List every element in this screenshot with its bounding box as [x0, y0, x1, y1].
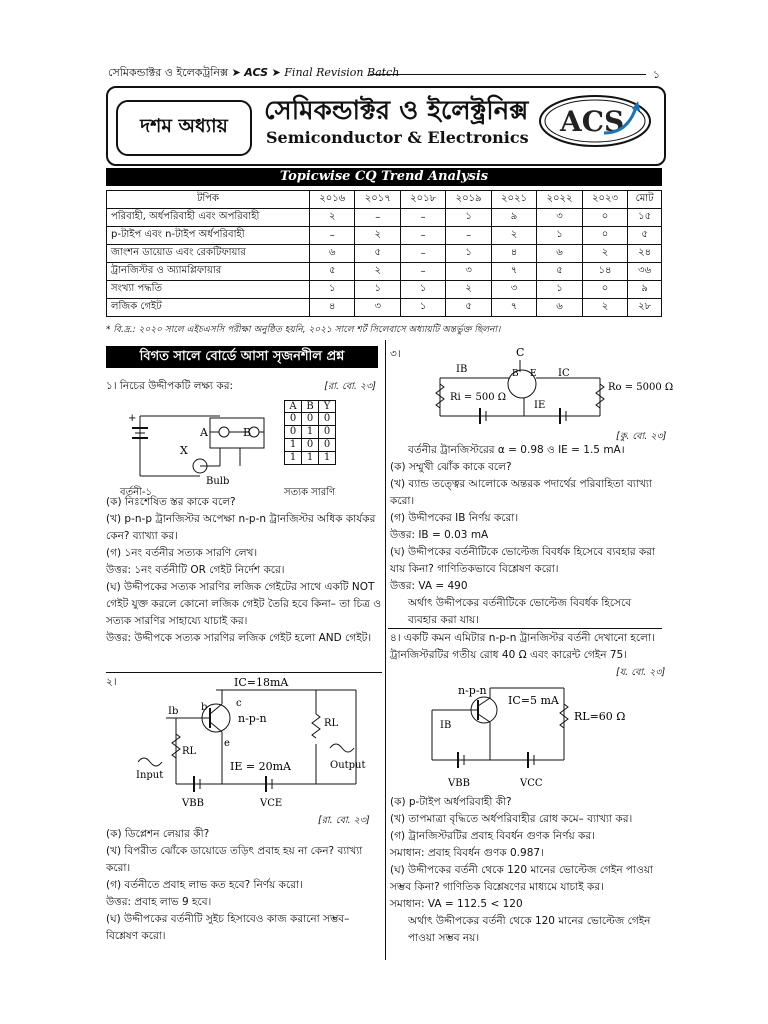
q1-source: [রা. বো. ২৩] [324, 381, 376, 392]
section-heading: বিগত সালে বোর্ডে আসা সৃজনশীল প্রশ্ন [106, 346, 378, 368]
running-header [108, 64, 660, 86]
q3-part-ga: (গ) উদ্দীপকের IB নির্ণয় করো। [390, 512, 519, 524]
trend-header-year: ২০১৭ [355, 191, 400, 209]
truth-header-cell: Y [319, 401, 336, 413]
q2-divider [106, 672, 382, 673]
table-cell: ১ [355, 281, 400, 299]
table-cell: ৬ [537, 299, 582, 317]
table-cell-topic: জাংশন ডায়োড এবং রেকটিফায়ার [107, 245, 310, 263]
trend-header-year: ২০২১ [491, 191, 536, 209]
q2-ie-label: IE = 20mA [230, 760, 291, 773]
truth-cell: 0 [302, 413, 319, 426]
q4-source: [য. বো. ২৩] [616, 667, 666, 678]
q1-answer-gha: উত্তর: উদ্দীপকে সত্যক সারণির লজিক গেইট হলো AND গেইট। [106, 632, 372, 644]
table-cell: ০ [582, 281, 627, 299]
truth-header-cell: A [285, 401, 302, 413]
table-row [107, 245, 662, 263]
truth-cell: 0 [285, 426, 302, 439]
q3-ri-label: Ri = 500 Ω [450, 392, 507, 403]
svg-text:VCE: VCE [260, 798, 283, 809]
trend-header-year: ২০২৩ [582, 191, 627, 209]
q3-answer-gha-detail: অর্থাৎ উদ্দীপকের বর্তনীটিকে ভোল্টেজ বিবর্ধক হিসেবে ব্যবহার করা যায়। [408, 597, 632, 626]
svg-text:Output: Output [330, 760, 366, 771]
q3-ro-label: Ro = 5000 Ω [608, 382, 674, 393]
brand-text: ACS [244, 66, 269, 79]
q1-part-gha: (ঘ) উদ্দীপকের সত্যক সারণির লজিক গেইটের সাথে একটি NOT গেইট যুক্ত করলে কোনো লজিক গেইট তৈরি হবে কিনা– তা চিত্র ও সত্যক সারণির সাহায্যে যাচাই কর। [106, 581, 381, 627]
table-cell: ২ [582, 299, 627, 317]
q1-part-kha: (খ) p-n-p ট্রানজিস্টর অপেক্ষা n-p-n ট্রানজিস্টর অধিক কার্যকর কেন? ব্যাখ্যা কর। [106, 513, 376, 542]
table-cell-topic: লজিক গেইট [107, 299, 310, 317]
truth-row [285, 426, 336, 439]
truth-cell: 1 [285, 452, 302, 465]
q3-number: ৩। [390, 348, 401, 360]
svg-text:B: B [243, 426, 252, 439]
q3-answer-ga: উত্তর: IB = 0.03 mA [390, 529, 489, 541]
q1-parts [106, 494, 382, 647]
q4-npn-label: n-p-n [458, 684, 487, 697]
svg-text:A: A [200, 426, 208, 439]
table-cell: ০ [582, 227, 627, 245]
table-cell: ২৮ [628, 299, 662, 317]
q2-part-gha: (ঘ) উদ্দীপকের বর্তনীটি সুইচ হিসাবেও কাজ করানো সম্ভব– বিশ্লেষণ করো। [106, 913, 350, 942]
svg-text:X: X [180, 444, 188, 457]
svg-text:B: B [512, 369, 519, 379]
q2-part-ga: (গ) বর্তনীতে প্রবাহ লাভ কত হবে? নির্ণয় করো। [106, 879, 303, 891]
acs-logo [538, 93, 652, 149]
table-cell: ০ [582, 209, 627, 227]
table-cell-topic: p-টাইপ এবং n-টাইপ অর্ধপরিবাহী [107, 227, 310, 245]
bulb-label: Bulb [206, 476, 230, 487]
table-row [107, 227, 662, 245]
svg-text:E: E [530, 369, 537, 379]
table-cell: ৫ [446, 299, 491, 317]
q1-part-ga: (গ) ১নং বর্তনীর সত্যক সারণি লেখ। [106, 547, 258, 559]
table-cell: ৬ [310, 245, 355, 263]
trend-header-year: ২০২২ [537, 191, 582, 209]
svg-text:e: e [224, 738, 230, 749]
q2-circuit-figure [126, 674, 382, 816]
trend-header-year: ২০১৬ [310, 191, 355, 209]
chevron-right-icon: ➤ [231, 66, 241, 79]
q2-number: ২। [106, 676, 117, 688]
svg-text:c: c [236, 698, 242, 709]
table-cell: ২ [446, 281, 491, 299]
table-cell: ৯ [628, 281, 662, 299]
q3-parts [390, 442, 662, 629]
table-row [107, 209, 662, 227]
svg-text:IC: IC [558, 368, 570, 379]
q4-answer-ga: সমাধান: প্রবাহ বিবর্ধন গুণক 0.987। [390, 847, 544, 859]
table-cell-topic: ট্রানজিস্টর ও অ্যামপ্লিফায়ার [107, 263, 310, 281]
q2-ic-label: IC=18mA [234, 676, 289, 689]
svg-text:RL: RL [182, 746, 197, 757]
table-cell: ৩ [355, 299, 400, 317]
q3-part-ka: (ক) সম্মুখী ঝোঁক কাকে বলে? [390, 461, 512, 473]
trend-table-title: Topicwise CQ Trend Analysis [106, 168, 662, 186]
trend-header-year: ২০১৮ [400, 191, 445, 209]
q1-answer-ga: উত্তর: ১নং বর্তনীটি OR গেইট নির্দেশ করে। [106, 564, 285, 576]
table-cell: ২ [355, 263, 400, 281]
q4-ic-label: IC=5 mA [508, 694, 559, 707]
q4-part-ga: (গ) ট্রানজিস্টরটির প্রবাহ বিবর্ধন গুণক নির্ণয় কর। [390, 830, 595, 842]
table-cell: ৪ [491, 245, 536, 263]
truth-row [285, 439, 336, 452]
table-cell: – [400, 245, 445, 263]
q2-answer-ga: উত্তর: প্রবাহ লাভ 9 হবে। [106, 896, 212, 908]
q2-parts [106, 826, 382, 945]
table-cell: ১ [537, 227, 582, 245]
logo-text: ACS [560, 105, 625, 138]
svg-text:+: + [128, 413, 137, 424]
svg-text:IE: IE [534, 400, 546, 411]
table-cell: – [355, 209, 400, 227]
q4-answer-gha: সমাধান: VA = 112.5 < 120 [390, 898, 523, 910]
table-cell: ১ [400, 281, 445, 299]
q3-part-kha: (খ) ব্যান্ড তত্ত্বের আলোকে অন্তরক পদার্থের পরিবাহিতা ব্যাখ্যা করো। [390, 478, 652, 507]
svg-text:VBB: VBB [182, 798, 204, 809]
trend-header-year: ২০১৯ [446, 191, 491, 209]
truth-header-cell: B [302, 401, 319, 413]
truth-cell: 1 [319, 452, 336, 465]
truth-row [285, 413, 336, 426]
q4-circuit-figure [428, 680, 648, 792]
table-cell: ২ [310, 209, 355, 227]
q4-number: ৪। [390, 632, 401, 644]
page-number: ১ [652, 68, 660, 81]
chapter-title-bn: সেমিকন্ডাক্টর ও ইলেক্ট্রনিক্স [264, 96, 529, 126]
svg-text:VBB: VBB [448, 778, 470, 789]
q1-number: ১। [106, 380, 117, 392]
header-rule [370, 74, 646, 75]
q3-answer-gha: উত্তর: VA = 490 [390, 580, 468, 592]
truth-cell: 0 [302, 439, 319, 452]
truth-cell: 1 [302, 426, 319, 439]
table-cell: ৯ [491, 209, 536, 227]
trend-header-topic: টপিক [107, 191, 310, 209]
table-cell: – [446, 227, 491, 245]
svg-text:VCC: VCC [520, 778, 543, 789]
table-cell: ১ [310, 281, 355, 299]
table-cell: ২ [491, 227, 536, 245]
table-cell: ১ [446, 245, 491, 263]
q4-part-gha: (ঘ) উদ্দীপকের বর্তনী থেকে 120 মানের ভোল্টেজ গেইন পাওয়া সম্ভব কিনা? গাণিতিক বিশ্লেষণের মাধ্যমে যাচাই কর। [390, 864, 654, 893]
table-cell: – [310, 227, 355, 245]
table-cell: – [400, 263, 445, 281]
table-row [107, 263, 662, 281]
table-cell: ৩৬ [628, 263, 662, 281]
truth-cell: 0 [319, 439, 336, 452]
trend-header-year: মোট [628, 191, 662, 209]
table-cell-topic: পরিবাহী, অর্ধপরিবাহী এবং অপরিবাহী [107, 209, 310, 227]
table-cell-topic: সংখ্যা পদ্ধতি [107, 281, 310, 299]
table-cell: ২ [582, 245, 627, 263]
q2-part-kha: (খ) বিপরীত ঝোঁকে ডায়োডে তড়িৎ প্রবাহ হয় না কেন? ব্যাখ্যা করো। [106, 845, 363, 874]
svg-text:IB: IB [440, 720, 452, 731]
table-cell: ৩ [446, 263, 491, 281]
truth-table-caption: সত্যক সারণি [284, 487, 336, 498]
table-cell: ১ [400, 299, 445, 317]
table-row [107, 281, 662, 299]
q4-part-kha: (খ) তাপমাত্রা বৃদ্ধিতে অর্ধপরিবাহীর রোধ কমে– ব্যাখ্যা কর। [390, 813, 633, 825]
table-cell: ১৫ [628, 209, 662, 227]
q4-parts [390, 794, 662, 947]
svg-text:RL: RL [324, 718, 339, 729]
chapter-label: দশম অধ্যায় [116, 100, 252, 156]
truth-cell: 1 [302, 452, 319, 465]
q1-stem [106, 378, 376, 395]
svg-text:Input: Input [136, 770, 164, 781]
truth-cell: 0 [285, 413, 302, 426]
chevron-right-icon: ➤ [271, 66, 281, 79]
table-cell: ৪ [310, 299, 355, 317]
q1-stem-text: নিচের উদ্দীপকটি লক্ষ্য কর: [119, 380, 234, 392]
truth-row [285, 452, 336, 465]
q4-stem-text: একটি কমন এমিটার n-p-n ট্রানজিস্টর বর্তনী দেখানো হলো। ট্রানজিস্টরটির গতীয় রোধ 40 Ω এবং কারেন্ট গেইন 75। [390, 632, 655, 661]
truth-cell: 0 [319, 413, 336, 426]
trend-table [106, 190, 662, 317]
svg-text:IB: IB [456, 364, 468, 375]
q4-divider [388, 628, 662, 629]
q4-answer-gha-detail: অর্থাৎ উদ্দীপকের বর্তনী থেকে 120 মানের ভোল্টেজ গেইন পাওয়া সম্ভব নয়। [408, 915, 651, 944]
truth-cell: 0 [319, 426, 336, 439]
q3-circuit-figure [420, 346, 674, 432]
table-cell: – [400, 209, 445, 227]
table-cell: ৫ [628, 227, 662, 245]
q1-circuit-figure [110, 396, 280, 486]
table-cell: – [400, 227, 445, 245]
table-cell: ৩ [491, 281, 536, 299]
svg-text:b: b [201, 702, 208, 713]
q4-part-ka: (ক) p-টাইপ অর্ধপরিবাহী কী? [390, 796, 512, 808]
table-cell: ১৪ [582, 263, 627, 281]
truth-cell: 1 [285, 439, 302, 452]
table-cell: ৭ [491, 263, 536, 281]
svg-text:n-p-n: n-p-n [238, 712, 267, 725]
q2-part-ka: (ক) ডিপ্লেশন লেয়ার কী? [106, 828, 210, 840]
svg-text:Ib: Ib [168, 706, 179, 717]
table-cell: ৬ [537, 245, 582, 263]
q1-circuit-caption: বর্তনী-১ [120, 487, 152, 498]
table-cell: ৫ [310, 263, 355, 281]
table-footnote: * বি.দ্র.: ২০২০ সালে এইচএসসি পরীক্ষা অনুষ্ঠিত হয়নি, ২০২১ সালে শর্ট সিলেবাসে অধ্যায়টি অন্তর্ভুক্ত ছিলনা। [106, 325, 501, 335]
table-cell: ১ [537, 281, 582, 299]
q1-part-ka: (ক) নিঃশেষিত স্তর কাকে বলে? [106, 496, 236, 508]
truth-table [284, 400, 336, 465]
q3-stem: বর্তনীর ট্রানজিস্টরের α = 0.98 ও IE = 1.5 mA। [408, 444, 625, 456]
chapter-title-en: Semiconductor & Electronics [266, 128, 529, 147]
breadcrumb: সেমিকন্ডাক্টর ও ইলেকট্রনিক্স [108, 66, 229, 79]
table-cell: ৫ [355, 245, 400, 263]
svg-text:C: C [516, 346, 525, 359]
table-cell: ২ [355, 227, 400, 245]
table-cell: ২৪ [628, 245, 662, 263]
q3-source: [কু. বো. ২৩] [616, 431, 667, 442]
table-cell: ৭ [491, 299, 536, 317]
trend-header-row [107, 191, 662, 209]
q2-source: [রা. বো. ২৩] [318, 815, 370, 826]
table-cell: ৫ [537, 263, 582, 281]
q3-part-gha: (ঘ) উদ্দীপকের বর্তনীটিকে ভোল্টেজ বিবর্ধক হিসেবে ব্যবহার করা যায় কিনা? গাণিতিকভাবে বিশ্লেষণ করো। [390, 546, 656, 575]
q4-stem [390, 630, 662, 664]
q4-rl-label: RL=60 Ω [574, 710, 626, 723]
column-divider [385, 340, 386, 960]
table-cell: ৩ [537, 209, 582, 227]
batch-label: Final Revision Batch [284, 66, 400, 79]
table-cell: ১ [446, 209, 491, 227]
table-row [107, 299, 662, 317]
